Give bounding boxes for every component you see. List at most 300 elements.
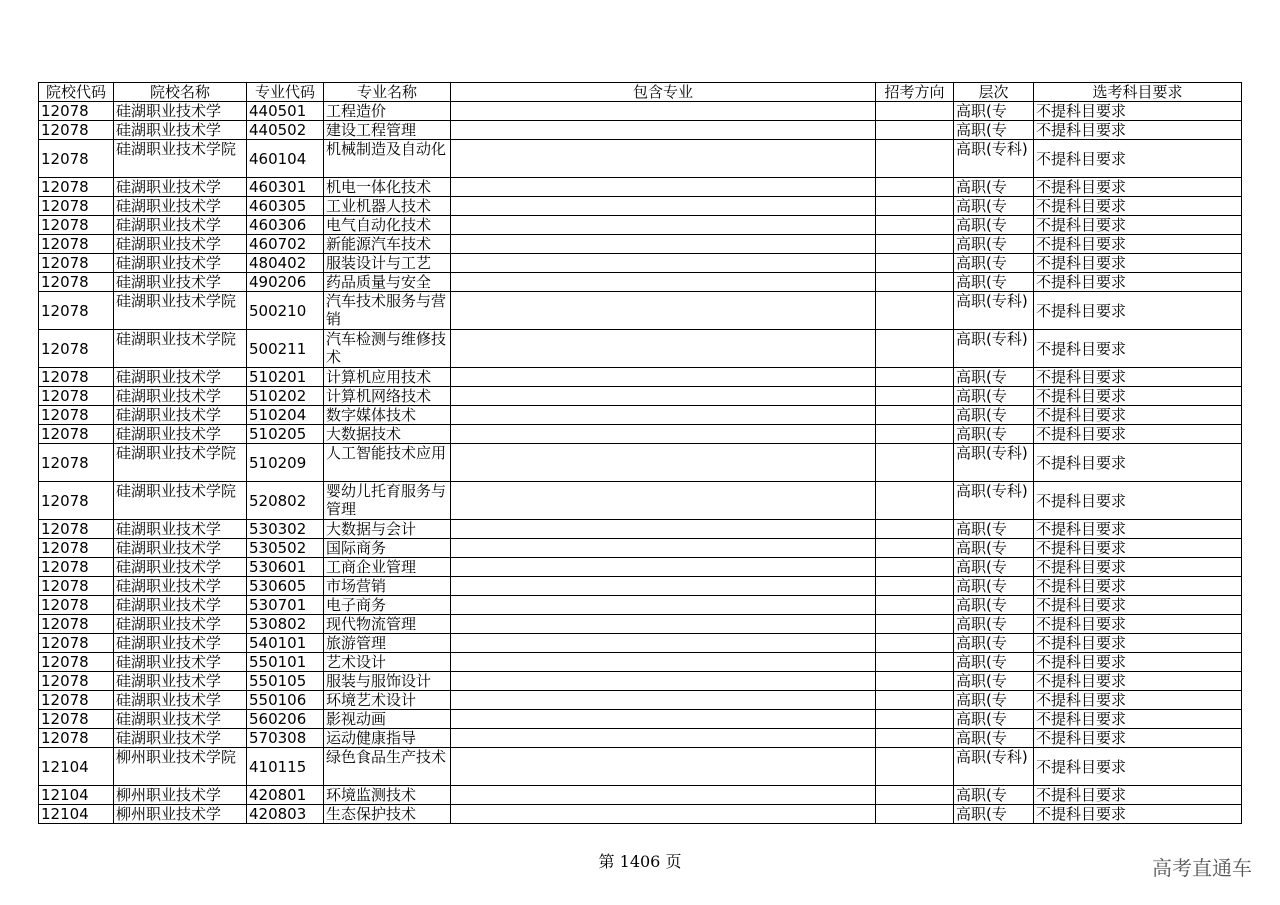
cell-major-code: 530605 [247,577,324,596]
cell-direction [876,178,954,197]
cell-major-code: 510209 [247,444,324,482]
cell-level: 高职(专 [954,786,1034,805]
cell-requirement: 不提科目要求 [1034,710,1242,729]
cell-major-code: 540101 [247,634,324,653]
cell-level: 高职(专 [954,254,1034,273]
cell-contains [451,786,876,805]
cell-school-code: 12078 [39,653,114,672]
cell-contains [451,653,876,672]
cell-direction [876,653,954,672]
table-row [39,786,1242,805]
cell-level: 高职(专科) [954,482,1034,520]
cell-school-name: 硅湖职业技术学 [114,558,247,577]
cell-requirement: 不提科目要求 [1034,729,1242,748]
cell-contains [451,558,876,577]
cell-school-code: 12078 [39,672,114,691]
cell-contains [451,121,876,140]
header-major-name: 专业名称 [324,83,451,102]
cell-direction [876,786,954,805]
cell-school-name: 柳州职业技术学院 [114,748,247,786]
cell-school-code: 12104 [39,805,114,824]
cell-school-name: 硅湖职业技术学 [114,425,247,444]
table-row [39,387,1242,406]
cell-level: 高职(专科) [954,292,1034,330]
cell-major-code: 510205 [247,425,324,444]
table-row [39,672,1242,691]
cell-direction [876,197,954,216]
cell-direction [876,368,954,387]
cell-level: 高职(专 [954,520,1034,539]
cell-major-code: 440502 [247,121,324,140]
table-row [39,197,1242,216]
cell-school-name: 硅湖职业技术学 [114,235,247,254]
table-row [39,520,1242,539]
cell-school-code: 12078 [39,558,114,577]
cell-school-name: 硅湖职业技术学 [114,615,247,634]
table-row [39,235,1242,254]
cell-school-code: 12078 [39,330,114,368]
cell-major-name: 工程造价 [324,102,451,121]
cell-contains [451,520,876,539]
cell-direction [876,805,954,824]
cell-direction [876,406,954,425]
cell-school-code: 12078 [39,596,114,615]
cell-requirement: 不提科目要求 [1034,140,1242,178]
cell-school-name: 硅湖职业技术学 [114,672,247,691]
cell-major-code: 420803 [247,805,324,824]
cell-major-code: 500211 [247,330,324,368]
cell-requirement: 不提科目要求 [1034,121,1242,140]
cell-school-code: 12078 [39,235,114,254]
cell-major-name: 艺术设计 [324,653,451,672]
cell-level: 高职(专 [954,691,1034,710]
cell-contains [451,805,876,824]
cell-requirement: 不提科目要求 [1034,330,1242,368]
cell-contains [451,330,876,368]
cell-major-name: 大数据技术 [324,425,451,444]
cell-school-name: 硅湖职业技术学院 [114,444,247,482]
cell-school-name: 硅湖职业技术学 [114,387,247,406]
cell-level: 高职(专 [954,710,1034,729]
cell-level: 高职(专 [954,805,1034,824]
cell-school-code: 12078 [39,254,114,273]
cell-major-code: 530701 [247,596,324,615]
cell-direction [876,216,954,235]
cell-requirement: 不提科目要求 [1034,539,1242,558]
cell-contains [451,292,876,330]
cell-major-code: 530302 [247,520,324,539]
cell-direction [876,520,954,539]
cell-major-name: 汽车检测与维修技术 [324,330,451,368]
cell-school-name: 硅湖职业技术学 [114,691,247,710]
cell-major-name: 服装设计与工艺 [324,254,451,273]
cell-major-name: 人工智能技术应用 [324,444,451,482]
cell-contains [451,539,876,558]
cell-level: 高职(专 [954,653,1034,672]
cell-level: 高职(专科) [954,330,1034,368]
cell-requirement: 不提科目要求 [1034,748,1242,786]
cell-level: 高职(专 [954,102,1034,121]
cell-contains [451,368,876,387]
cell-requirement: 不提科目要求 [1034,292,1242,330]
cell-school-code: 12078 [39,615,114,634]
cell-level: 高职(专 [954,368,1034,387]
cell-major-name: 服装与服饰设计 [324,672,451,691]
cell-major-name: 环境艺术设计 [324,691,451,710]
cell-school-name: 硅湖职业技术学院 [114,292,247,330]
cell-major-name: 运动健康指导 [324,729,451,748]
cell-major-code: 530802 [247,615,324,634]
cell-requirement: 不提科目要求 [1034,786,1242,805]
cell-direction [876,539,954,558]
cell-direction [876,387,954,406]
cell-contains [451,615,876,634]
cell-major-code: 460305 [247,197,324,216]
cell-school-code: 12078 [39,729,114,748]
cell-major-name: 计算机应用技术 [324,368,451,387]
cell-level: 高职(专 [954,387,1034,406]
cell-major-name: 大数据与会计 [324,520,451,539]
table-row [39,406,1242,425]
cell-major-code: 480402 [247,254,324,273]
cell-level: 高职(专 [954,634,1034,653]
cell-school-name: 硅湖职业技术学院 [114,330,247,368]
cell-major-name: 药品质量与安全 [324,273,451,292]
cell-requirement: 不提科目要求 [1034,368,1242,387]
cell-level: 高职(专 [954,273,1034,292]
cell-level: 高职(专 [954,577,1034,596]
cell-school-name: 硅湖职业技术学 [114,729,247,748]
table-row [39,634,1242,653]
cell-direction [876,596,954,615]
cell-requirement: 不提科目要求 [1034,558,1242,577]
cell-contains [451,577,876,596]
cell-level: 高职(专科) [954,444,1034,482]
table-row [39,577,1242,596]
table-row [39,254,1242,273]
cell-school-name: 硅湖职业技术学 [114,178,247,197]
cell-school-code: 12078 [39,520,114,539]
cell-requirement: 不提科目要求 [1034,273,1242,292]
cell-school-code: 12078 [39,368,114,387]
cell-contains [451,387,876,406]
table-row [39,444,1242,482]
cell-contains [451,140,876,178]
cell-major-code: 500210 [247,292,324,330]
table-row [39,615,1242,634]
cell-requirement: 不提科目要求 [1034,102,1242,121]
cell-level: 高职(专 [954,729,1034,748]
cell-major-code: 550105 [247,672,324,691]
cell-major-code: 530601 [247,558,324,577]
table-row [39,539,1242,558]
cell-school-code: 12078 [39,387,114,406]
cell-direction [876,748,954,786]
cell-major-name: 机械制造及自动化 [324,140,451,178]
table-row [39,178,1242,197]
cell-major-code: 440501 [247,102,324,121]
cell-major-code: 510204 [247,406,324,425]
cell-direction [876,558,954,577]
cell-requirement: 不提科目要求 [1034,615,1242,634]
table-row [39,710,1242,729]
cell-contains [451,235,876,254]
cell-direction [876,577,954,596]
cell-major-name: 市场营销 [324,577,451,596]
cell-school-name: 硅湖职业技术学 [114,216,247,235]
cell-major-name: 现代物流管理 [324,615,451,634]
table-row [39,691,1242,710]
header-level: 层次 [954,83,1034,102]
cell-school-code: 12078 [39,482,114,520]
cell-level: 高职(专 [954,425,1034,444]
cell-level: 高职(专 [954,235,1034,254]
cell-direction [876,425,954,444]
table-row [39,653,1242,672]
cell-major-name: 旅游管理 [324,634,451,653]
cell-requirement: 不提科目要求 [1034,653,1242,672]
cell-direction [876,672,954,691]
cell-level: 高职(专科) [954,140,1034,178]
cell-school-code: 12078 [39,273,114,292]
cell-school-code: 12078 [39,102,114,121]
cell-school-code: 12078 [39,121,114,140]
table-row [39,292,1242,330]
cell-school-name: 硅湖职业技术学 [114,273,247,292]
header-requirement: 选考科目要求 [1034,83,1242,102]
cell-school-name: 柳州职业技术学 [114,786,247,805]
header-major-code: 专业代码 [247,83,324,102]
cell-major-name: 婴幼儿托育服务与管理 [324,482,451,520]
cell-direction [876,330,954,368]
cell-school-name: 硅湖职业技术学 [114,368,247,387]
cell-major-name: 电子商务 [324,596,451,615]
cell-major-code: 510201 [247,368,324,387]
table-row [39,748,1242,786]
cell-contains [451,672,876,691]
cell-school-name: 硅湖职业技术学 [114,653,247,672]
cell-major-code: 460702 [247,235,324,254]
table-row [39,425,1242,444]
cell-major-code: 570308 [247,729,324,748]
table-row [39,140,1242,178]
cell-major-code: 520802 [247,482,324,520]
cell-school-name: 硅湖职业技术学院 [114,482,247,520]
cell-level: 高职(专 [954,121,1034,140]
cell-requirement: 不提科目要求 [1034,596,1242,615]
cell-school-code: 12078 [39,140,114,178]
cell-direction [876,102,954,121]
cell-school-code: 12104 [39,748,114,786]
cell-requirement: 不提科目要求 [1034,178,1242,197]
cell-major-name: 建设工程管理 [324,121,451,140]
cell-school-code: 12078 [39,691,114,710]
cell-level: 高职(专 [954,558,1034,577]
cell-requirement: 不提科目要求 [1034,520,1242,539]
cell-school-code: 12078 [39,197,114,216]
cell-school-code: 12078 [39,577,114,596]
table-row [39,596,1242,615]
cell-school-name: 硅湖职业技术学 [114,539,247,558]
cell-school-name: 硅湖职业技术学 [114,577,247,596]
cell-major-name: 电气自动化技术 [324,216,451,235]
header-school-code: 院校代码 [39,83,114,102]
cell-school-code: 12078 [39,425,114,444]
cell-contains [451,273,876,292]
table-row [39,368,1242,387]
cell-major-name: 环境监测技术 [324,786,451,805]
cell-requirement: 不提科目要求 [1034,387,1242,406]
cell-direction [876,254,954,273]
cell-major-name: 机电一体化技术 [324,178,451,197]
cell-contains [451,425,876,444]
cell-direction [876,634,954,653]
cell-direction [876,121,954,140]
cell-direction [876,615,954,634]
cell-major-name: 生态保护技术 [324,805,451,824]
cell-school-code: 12078 [39,406,114,425]
cell-level: 高职(专科) [954,748,1034,786]
cell-major-code: 420801 [247,786,324,805]
cell-contains [451,596,876,615]
cell-level: 高职(专 [954,178,1034,197]
cell-requirement: 不提科目要求 [1034,691,1242,710]
cell-school-code: 12078 [39,292,114,330]
table-row [39,216,1242,235]
cell-level: 高职(专 [954,406,1034,425]
cell-level: 高职(专 [954,596,1034,615]
cell-direction [876,140,954,178]
cell-school-name: 硅湖职业技术学 [114,710,247,729]
header-row [39,83,1242,102]
cell-major-name: 工商企业管理 [324,558,451,577]
cell-requirement: 不提科目要求 [1034,577,1242,596]
cell-requirement: 不提科目要求 [1034,482,1242,520]
cell-school-name: 硅湖职业技术学 [114,596,247,615]
header-contains: 包含专业 [451,83,876,102]
cell-school-name: 硅湖职业技术学 [114,121,247,140]
cell-school-code: 12104 [39,786,114,805]
cell-contains [451,691,876,710]
cell-major-code: 510202 [247,387,324,406]
cell-requirement: 不提科目要求 [1034,216,1242,235]
cell-level: 高职(专 [954,615,1034,634]
cell-school-name: 硅湖职业技术学 [114,406,247,425]
cell-major-name: 数字媒体技术 [324,406,451,425]
cell-requirement: 不提科目要求 [1034,444,1242,482]
cell-contains [451,482,876,520]
watermark: 高考直通车 [1152,856,1252,880]
cell-contains [451,729,876,748]
cell-major-name: 国际商务 [324,539,451,558]
header-school-name: 院校名称 [114,83,247,102]
cell-direction [876,482,954,520]
cell-school-name: 硅湖职业技术学 [114,520,247,539]
cell-level: 高职(专 [954,672,1034,691]
cell-requirement: 不提科目要求 [1034,425,1242,444]
cell-contains [451,634,876,653]
cell-major-code: 460104 [247,140,324,178]
cell-contains [451,197,876,216]
table-row [39,273,1242,292]
cell-major-code: 490206 [247,273,324,292]
cell-major-name: 工业机器人技术 [324,197,451,216]
cell-level: 高职(专 [954,197,1034,216]
cell-school-name: 硅湖职业技术学 [114,634,247,653]
table-row [39,558,1242,577]
cell-contains [451,444,876,482]
cell-direction [876,444,954,482]
cell-requirement: 不提科目要求 [1034,254,1242,273]
cell-contains [451,710,876,729]
cell-contains [451,178,876,197]
cell-contains [451,406,876,425]
cell-major-name: 新能源汽车技术 [324,235,451,254]
cell-major-code: 550106 [247,691,324,710]
cell-major-name: 绿色食品生产技术 [324,748,451,786]
table-row [39,805,1242,824]
cell-major-code: 460301 [247,178,324,197]
cell-direction [876,691,954,710]
table-row [39,729,1242,748]
cell-direction [876,710,954,729]
cell-contains [451,102,876,121]
cell-major-code: 410115 [247,748,324,786]
cell-major-code: 530502 [247,539,324,558]
cell-major-name: 计算机网络技术 [324,387,451,406]
cell-requirement: 不提科目要求 [1034,235,1242,254]
table-row [39,482,1242,520]
cell-major-name: 影视动画 [324,710,451,729]
cell-school-code: 12078 [39,710,114,729]
cell-school-name: 硅湖职业技术学 [114,254,247,273]
cell-school-name: 硅湖职业技术学 [114,102,247,121]
cell-major-name: 汽车技术服务与营销 [324,292,451,330]
cell-direction [876,235,954,254]
cell-contains [451,254,876,273]
cell-requirement: 不提科目要求 [1034,197,1242,216]
cell-contains [451,216,876,235]
table-row [39,121,1242,140]
cell-requirement: 不提科目要求 [1034,805,1242,824]
cell-level: 高职(专 [954,539,1034,558]
cell-school-code: 12078 [39,539,114,558]
cell-school-name: 柳州职业技术学 [114,805,247,824]
cell-school-code: 12078 [39,444,114,482]
cell-direction [876,729,954,748]
cell-direction [876,273,954,292]
cell-requirement: 不提科目要求 [1034,406,1242,425]
cell-major-code: 460306 [247,216,324,235]
cell-school-name: 硅湖职业技术学 [114,197,247,216]
cell-level: 高职(专 [954,216,1034,235]
table-body [39,102,1242,824]
cell-major-code: 550101 [247,653,324,672]
cell-school-code: 12078 [39,216,114,235]
cell-school-name: 硅湖职业技术学院 [114,140,247,178]
table-row [39,102,1242,121]
cell-requirement: 不提科目要求 [1034,672,1242,691]
cell-direction [876,292,954,330]
cell-requirement: 不提科目要求 [1034,634,1242,653]
header-direction: 招考方向 [876,83,954,102]
cell-school-code: 12078 [39,634,114,653]
cell-major-code: 560206 [247,710,324,729]
table-row [39,330,1242,368]
cell-contains [451,748,876,786]
cell-school-code: 12078 [39,178,114,197]
admission-table [38,82,1242,824]
